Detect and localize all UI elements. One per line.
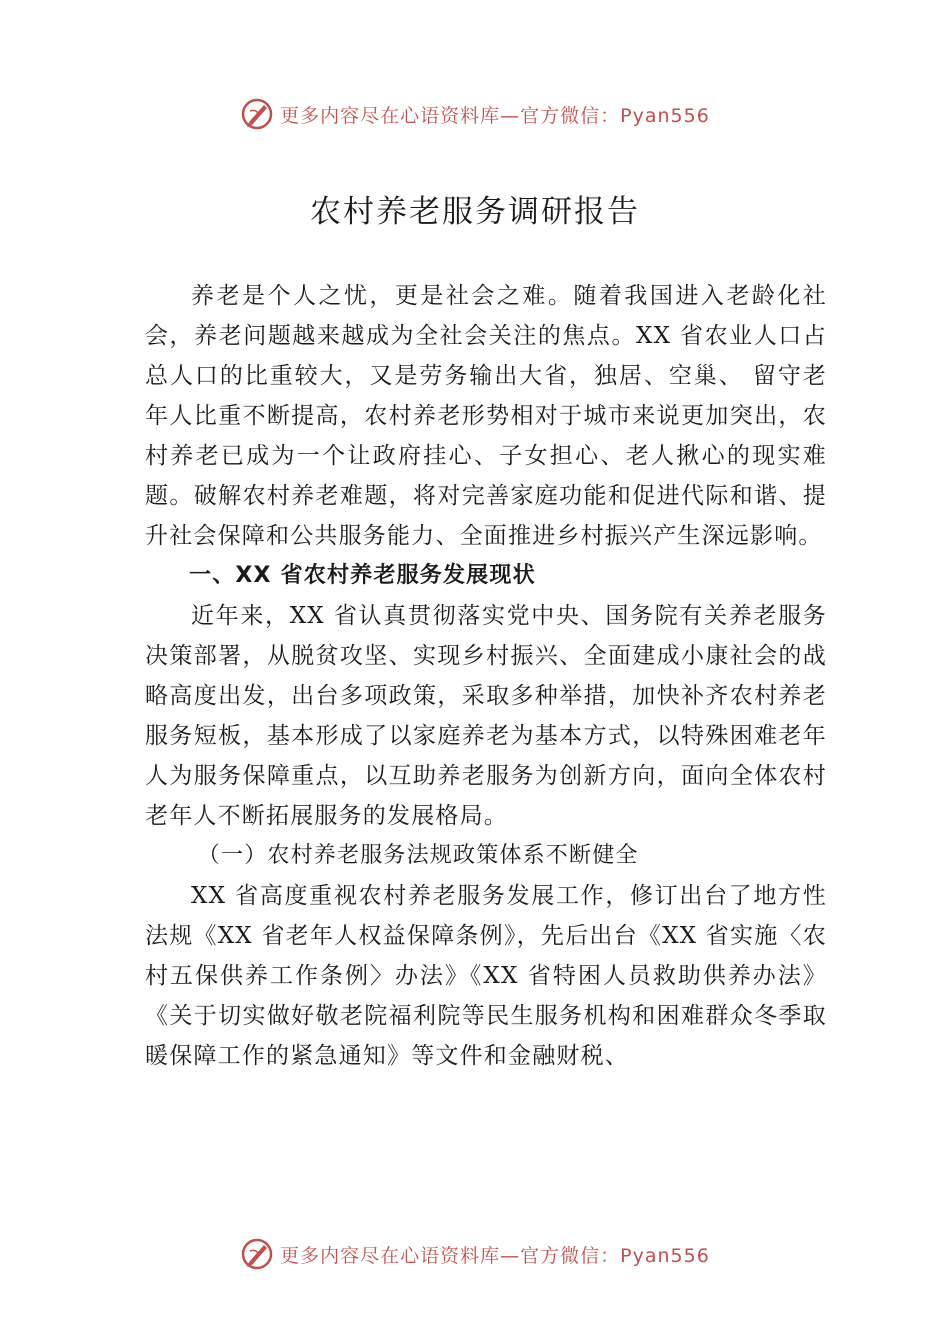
footer-banner — [0, 1232, 950, 1276]
subsection-heading: （一）农村养老服务法规政策体系不断健全 — [197, 843, 639, 868]
banner-text: 更多内容尽在心语资料库—官方微信：Pyan556 — [280, 1244, 710, 1267]
paragraph-policy: XX 省高度重视农村养老服务发展工作，修订出台了地方性法规《XX 省老年人权益保障条例》，先后出台《XX 省实施〈农村五保供养工作条例〉办法》《XX 省特困人员救助供养办法》《关于切实做好敬老院福利院等民生服务机构和困难群众冬季取暖保障工作的紧急通知》等文件和金融财税、 — [145, 883, 827, 1069]
paragraph-intro: 养老是个人之忧，更是社会之难。随着我国进入老龄化社会，养老问题越来越成为全社会关注的焦点。XX 省农业人口占总人口的比重较大，又是劳务输出大省，独居、空巢、 留守老年人比重不断提高，农村养老形势相对于城市来说更加突出，农村养老已成为一个让政府挂心、子女担心、老人揪心的现实难题。破解农村养老难题，将对完善家庭功能和促进代际和谐、提升社会保障和公共服务能力、全面推进乡村振兴产生深远影响。 — [145, 283, 827, 549]
paragraph-overview: 近年来，XX 省认真贯彻落实党中央、国务院有关养老服务决策部署，从脱贫攻坚、实现乡村振兴、全面建成小康社会的战略高度出发，出台多项政策，采取多种举措，加快补齐农村养老服务短板，基本形成了以家庭养老为基本方式，以特殊困难老年人为服务保障重点，以互助养老服务为创新方向，面向全体农村老年人不断拓展服务的发展格局。 — [145, 603, 827, 829]
section-heading: 一、XX 省农村养老服务发展现状 — [189, 563, 536, 588]
pen-logo-icon — [240, 97, 274, 131]
document-body — [145, 276, 827, 1076]
pen-logo-icon — [240, 1237, 274, 1271]
header-banner — [0, 92, 950, 136]
document-title: 农村养老服务调研报告 — [310, 194, 640, 230]
banner-text: 更多内容尽在心语资料库—官方微信：Pyan556 — [280, 104, 710, 127]
